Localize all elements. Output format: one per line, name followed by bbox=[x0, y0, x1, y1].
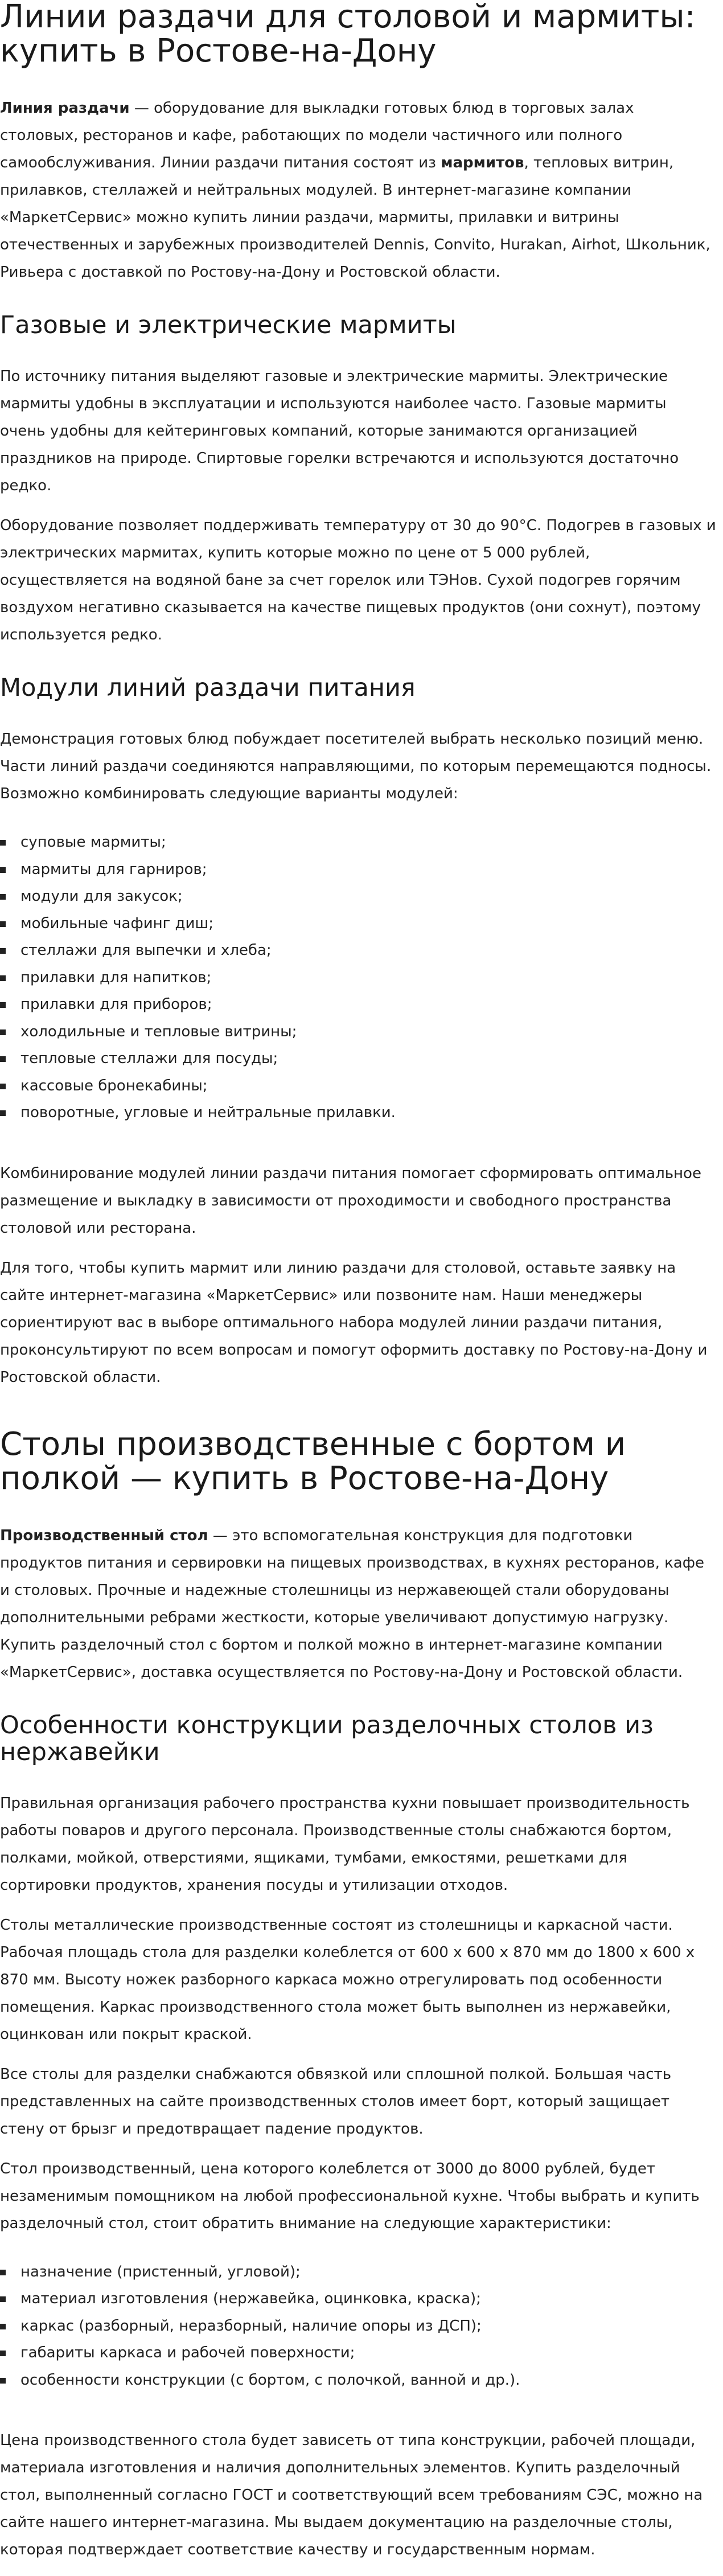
list-item: габариты каркаса и рабочей поверхности; bbox=[0, 2340, 716, 2367]
term-line-razdachi: Линия раздачи bbox=[0, 100, 130, 117]
list-item: материал изготовления (нержавейка, оцинковка, краска); bbox=[0, 2286, 716, 2313]
list-item: суповые мармиты; bbox=[0, 829, 716, 856]
paragraph: Оборудование позволяет поддерживать температуру от 30 до 90°С. Подогрев в газовых и электрических мармитах, купить которые можно по цене от 5 000 рублей, осуществляется на водяной бане за счет горелок или ТЭНов. Сухой подогрев горячим воздухом негативно сказывается на качестве пищевых продуктов (они сохнут), поэтому используется редко. bbox=[0, 517, 716, 643]
paragraph: Комбинирование модулей линии раздачи питания помогает сформировать оптимальное размещение и выкладку в зависимости от проходимости и свободного пространства столовой или ресторана. bbox=[0, 1164, 701, 1237]
list-item: тепловые стеллажи для посуды; bbox=[0, 1045, 716, 1073]
tables-intro-paragraph bbox=[0, 1522, 716, 1686]
list-item: назначение (пристенный, угловой); bbox=[0, 2259, 716, 2286]
paragraph: Столы металлические производственные состоят из столешницы и каркасной части. Рабочая площадь стола для разделки колеблется от 600 х 600 х 870 мм до 1800 х 600 х 870 мм. Высоту ножек разборного каркаса можно отрегулировать под особенности помещения. Каркас производственного стола может быть выполнен из нержавейки, оцинкован или покрыт краской. bbox=[0, 1916, 695, 2043]
intro-paragraph bbox=[0, 95, 716, 286]
heading-table-features: Особенности конструкции разделочных столов из нержавейки bbox=[0, 1711, 654, 1766]
modules-list bbox=[0, 829, 716, 1127]
list-item: кассовые бронекабины; bbox=[0, 1073, 716, 1100]
list-item: прилавки для напитков; bbox=[0, 965, 716, 992]
closing-paragraph: Цена производственного стола будет зависеть от типа конструкции, рабочей площади, материала изготовления и наличия дополнительных элементов. Купить разделочный стол, выполненный согласно ГОСТ и соответствующий всем требованиям СЭС, можно на сайте нашего интернет-магазина. Мы выдаем документацию на разделочные столы, которая подтверждает соответствие качеству и государственным нормам. bbox=[0, 2432, 703, 2558]
heading-modules: Модули линий раздачи питания bbox=[0, 674, 416, 702]
paragraph: Правильная организация рабочего пространства кухни повышает производительность работы поваров и другого персонала. Производственные столы снабжаются бортом, полками, мойкой, отверстиями, ящиками, тумбами, емкостями, решетками для сортировки продуктов, хранения посуды и утилизации отходов. bbox=[0, 1794, 690, 1894]
paragraph: Стол производственный, цена которого колеблется от 3000 до 8000 рублей, будет незаменимым помощником на любой профессиональной кухне. Чтобы выбрать и купить разделочный стол, стоит обратить внимание на следующие характеристики: bbox=[0, 2160, 700, 2232]
page-title: Линии раздачи для столовой и мармиты: купить в Ростове-на-Дону bbox=[0, 0, 696, 69]
paragraph: Все столы для разделки снабжаются обвязкой или сплошной полкой. Большая часть представленных на сайте производственных столов имеет борт, который защищает стену от брызг и предотвращает падение продуктов. bbox=[0, 2065, 672, 2138]
list-item: холодильные и тепловые витрины; bbox=[0, 1019, 716, 1046]
characteristics-list bbox=[0, 2259, 716, 2394]
paragraph: По источнику питания выделяют газовые и электрические мармиты. Электрические мармиты удобны в эксплуатации и используются наиболее часто. Газовые мармиты очень удобны для кейтеринговых компаний, которые занимаются организацией праздников на природе. Спиртовые горелки встречаются и используются достаточно редко. bbox=[0, 368, 679, 494]
list-item: стеллажи для выпечки и хлеба; bbox=[0, 937, 716, 965]
list-item: прилавки для приборов; bbox=[0, 991, 716, 1019]
intro-text-b: , тепловых витрин, прилавков, стеллажей и нейтральных модулей. В интернет-магазине компании «МаркетСервис» можно купить линии раздачи, мармиты, прилавки и витрины отечественных и зарубежных производителей Dennis, Convito, Hurakan, Airhot, Школьник, Ривьера с доставкой по Ростову-на-Дону и Ростовской области. bbox=[0, 154, 710, 281]
paragraph: Для того, чтобы купить мармит или линию раздачи для столовой, оставьте заявку на сайте интернет-магазина «МаркетСервис» или позвоните нам. Наши менеджеры сориентируют вас в выборе оптимального набора модулей линии раздачи питания, проконсультируют по всем вопросам и помогут оформить доставку по Ростову-на-Дону и Ростовской области. bbox=[0, 1259, 708, 1386]
paragraph: Демонстрация готовых блюд побуждает посетителей выбрать несколько позиций меню. Части линий раздачи соединяются направляющими, по которым перемещаются подносы. Возможно комбинировать следующие варианты модулей: bbox=[0, 731, 712, 802]
tables-intro-text: — это вспомогательная конструкция для подготовки продуктов питания и сервировки на пищевых производствах, в кухнях ресторанов, кафе и столовых. Прочные и надежные столешницы из нержавеющей стали оборудованы дополнительными ребрами жесткости, которые увеличивают допустимую нагрузку. Купить разделочный стол с бортом и полкой можно в интернет-магазине компании «МаркетСервис», доставка осуществляется по Ростову-на-Дону и Ростовской области. bbox=[0, 1527, 704, 1681]
intro-text-a: — оборудование для выкладки готовых блюд в торговых залах столовых, ресторанов и кафе, работающих по модели частичного или полного самообслуживания. Линии раздачи питания состоят из bbox=[0, 100, 634, 171]
list-item: особенности конструкции (с бортом, с полочкой, ванной и др.). bbox=[0, 2367, 716, 2394]
term-marmity: мармитов bbox=[441, 154, 524, 171]
list-item: каркас (разборный, неразборный, наличие опоры из ДСП); bbox=[0, 2313, 716, 2340]
list-item: мобильные чафинг диш; bbox=[0, 910, 716, 938]
list-item: поворотные, угловые и нейтральные прилавки. bbox=[0, 1100, 716, 1127]
list-item: модули для закусок; bbox=[0, 883, 716, 910]
list-item: мармиты для гарниров; bbox=[0, 856, 716, 884]
heading-gas-electric: Газовые и электрические мармиты bbox=[0, 311, 457, 339]
section-title-tables: Столы производственные с бортом и полкой — купить в Ростове-на-Дону bbox=[0, 1425, 626, 1497]
term-proizvodstvenny-stol: Производственный стол bbox=[0, 1527, 208, 1544]
